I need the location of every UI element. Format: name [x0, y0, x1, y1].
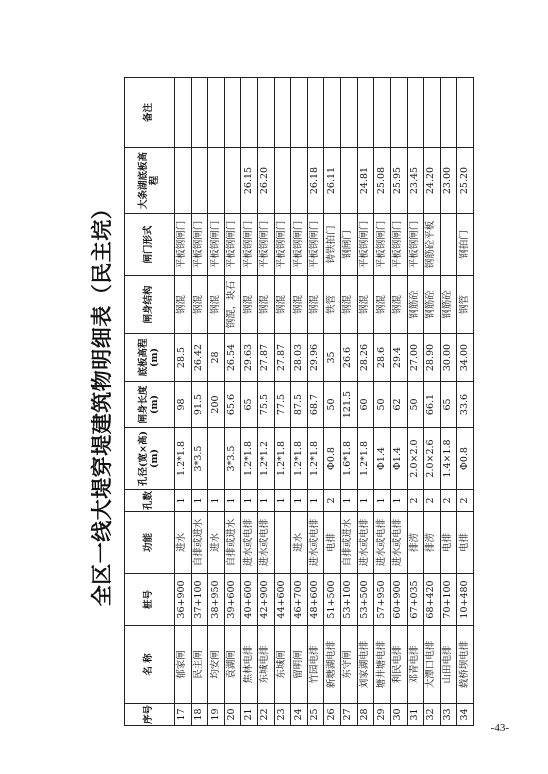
table-cell: 袁湖闸 [224, 626, 241, 704]
table-cell [357, 78, 374, 148]
header-row [125, 78, 175, 726]
table-cell: 邓青电排 [407, 626, 424, 704]
table-cell: 1 [357, 490, 374, 512]
table-cell [175, 78, 192, 148]
table-cell [241, 78, 258, 148]
table-cell: 2.0×2.6 [424, 428, 441, 490]
table-cell: 1 [390, 490, 407, 512]
table-row [258, 78, 275, 726]
table-cell: 进水 [291, 512, 308, 574]
table-cell: 1.6*1.8 [341, 428, 358, 490]
table-cell: 钢筋砼 [407, 276, 424, 334]
table-cell: 新塘湖电排 [324, 626, 341, 704]
table-cell: 平板钢闸门 [258, 214, 275, 276]
table-cell: 24 [291, 704, 308, 726]
table-cell: 28.6 [374, 334, 391, 382]
table-row [341, 78, 358, 726]
table-cell: 1 [241, 490, 258, 512]
table-cell: 平板钢闸门 [208, 214, 225, 276]
table-cell: 铸铁拍门 [324, 214, 341, 276]
table-cell: 钢混 [208, 276, 225, 334]
table-cell [208, 148, 225, 214]
table-cell [175, 148, 192, 214]
table-body [175, 78, 474, 726]
table-cell: Φ0.8 [324, 428, 341, 490]
column-header: 闸门形式 [125, 214, 175, 276]
column-header: 底板高程(m) [125, 334, 175, 382]
table-cell: 57+950 [374, 574, 391, 626]
table-cell: 62 [390, 382, 407, 428]
table-cell [224, 148, 241, 214]
table-cell: 利民电排 [390, 626, 407, 704]
table-cell: 2 [440, 490, 457, 512]
table-row [424, 78, 441, 726]
table-cell: 2 [407, 490, 424, 512]
table-cell: 66.1 [424, 382, 441, 428]
table-cell: 留明闸 [291, 626, 308, 704]
table-cell: 郁家闸 [175, 626, 192, 704]
table-cell: 121.5 [341, 382, 358, 428]
table-cell: 排涝 [424, 512, 441, 574]
table-cell: 1.2*1.8 [175, 428, 192, 490]
table-row [191, 78, 208, 726]
table-cell: 1.2*1.2 [258, 428, 275, 490]
table-cell: 30.00 [440, 334, 457, 382]
table-cell: 44+600 [274, 574, 291, 626]
table-cell: Φ0.8 [457, 428, 474, 490]
table-cell: 35 [324, 334, 341, 382]
table-cell: 塘井塘电排 [374, 626, 391, 704]
table-row [274, 78, 291, 726]
table-cell [424, 78, 441, 148]
table-cell: 平板钢闸门 [175, 214, 192, 276]
table-cell: 钢筋砼 [440, 276, 457, 334]
table-cell: 刘家湖电排 [357, 626, 374, 704]
table-cell [208, 78, 225, 148]
table-cell: 钢混 [191, 276, 208, 334]
column-header: 闸身结构 [125, 276, 175, 334]
table-cell [191, 148, 208, 214]
table-cell: 37+100 [191, 574, 208, 626]
column-header: 大条湖底板高程 [125, 148, 175, 214]
table-cell: 65 [241, 382, 258, 428]
table-cell [390, 78, 407, 148]
table-row [407, 78, 424, 726]
table-cell: 20 [224, 704, 241, 726]
table-row [307, 78, 324, 726]
table-header [125, 78, 175, 726]
table-cell: 钢管 [457, 276, 474, 334]
table-cell: 山田电排 [440, 626, 457, 704]
table-cell: 1.4×1.8 [440, 428, 457, 490]
table-cell: 平板钢闸门 [191, 214, 208, 276]
table-cell: 大潭口电排 [424, 626, 441, 704]
table-cell [407, 78, 424, 148]
table-cell: 29 [374, 704, 391, 726]
table-cell: 钢混 [175, 276, 192, 334]
table-cell: 进水 [208, 512, 225, 574]
table-cell: 钢拍门 [457, 214, 474, 276]
table-cell: 25.20 [457, 148, 474, 214]
table-cell: 26.11 [324, 148, 341, 214]
table-cell: 60 [357, 382, 374, 428]
table-cell: 50 [374, 382, 391, 428]
table-cell: 23.45 [407, 148, 424, 214]
page-title: 全区一线大堤穿堤建筑物明细表（民主垸） [89, 197, 114, 607]
table-cell: 23.00 [440, 148, 457, 214]
table-cell: 67+035 [407, 574, 424, 626]
table-cell: 26.54 [224, 334, 241, 382]
table-cell [341, 78, 358, 148]
table-cell: 51+500 [324, 574, 341, 626]
table-cell: 23 [274, 704, 291, 726]
table-cell: 钢混 [357, 276, 374, 334]
table-cell: 钢闸门 [341, 214, 358, 276]
table-cell: 50 [324, 382, 341, 428]
table-cell: 东守闸 [341, 626, 358, 704]
table-cell: 电排 [440, 512, 457, 574]
table-cell [224, 78, 241, 148]
table-cell: 48+600 [307, 574, 324, 626]
table-cell [374, 78, 391, 148]
table-cell: 91.5 [191, 382, 208, 428]
table-cell: 200 [208, 382, 225, 428]
table-cell [440, 214, 457, 276]
table-row [208, 78, 225, 726]
table-cell: 50 [407, 382, 424, 428]
table-cell: 1 [274, 490, 291, 512]
table-cell: 28.03 [291, 334, 308, 382]
table-cell: 3*3.5 [191, 428, 208, 490]
table-cell: 26.20 [258, 148, 275, 214]
table-cell: 27.00 [407, 334, 424, 382]
table-cell: 27 [341, 704, 358, 726]
table-cell: 平板钢闸门 [390, 214, 407, 276]
table-cell: 1 [374, 490, 391, 512]
table-cell: 平板钢闸门 [357, 214, 374, 276]
table-row [374, 78, 391, 726]
table-cell: 40+600 [241, 574, 258, 626]
table-cell: 38+950 [208, 574, 225, 626]
table-cell: 排涝 [407, 512, 424, 574]
table-cell: 进水或电排 [258, 512, 275, 574]
table-cell [307, 78, 324, 148]
table-cell: 24.20 [424, 148, 441, 214]
table-row [291, 78, 308, 726]
table-cell: 27.87 [258, 334, 275, 382]
table-row [440, 78, 457, 726]
table-cell: 28 [357, 704, 374, 726]
table-cell: 自排或进水 [224, 512, 241, 574]
table-cell: 1 [341, 490, 358, 512]
table-cell: 19 [208, 704, 225, 726]
table-cell: 26.15 [241, 148, 258, 214]
table-cell: 10+480 [457, 574, 474, 626]
table-cell: 竹园电排 [307, 626, 324, 704]
table-cell: 进水或电排 [307, 512, 324, 574]
table-cell: 1.2*1.8 [274, 428, 291, 490]
table-row [241, 78, 258, 726]
table-cell: 65 [440, 382, 457, 428]
table-cell: 钢筋砼平板 [424, 214, 441, 276]
page-number: -43- [490, 722, 509, 734]
table-cell: 33 [440, 704, 457, 726]
table-cell [291, 148, 308, 214]
table-cell: 25.95 [390, 148, 407, 214]
table-row [324, 78, 341, 726]
column-header: 孔数 [125, 490, 175, 512]
table-cell: 17 [175, 704, 192, 726]
table-cell: 1 [307, 490, 324, 512]
table-cell: 自排或进水 [341, 512, 358, 574]
table-cell [440, 78, 457, 148]
table-cell: 1.2*1.8 [241, 428, 258, 490]
table-cell: 2 [457, 490, 474, 512]
table-cell: 平板钢闸门 [274, 214, 291, 276]
table-cell: 进水 [175, 512, 192, 574]
table-cell: 34.00 [457, 334, 474, 382]
table-cell: 70+100 [440, 574, 457, 626]
table-cell: 载桥坝电排 [457, 626, 474, 704]
table-cell: 铁管 [324, 276, 341, 334]
table-cell: 3*3.5 [224, 428, 241, 490]
table-cell [341, 148, 358, 214]
table-cell: 1.2*1.8 [307, 428, 324, 490]
column-header: 闸身长度(m) [125, 382, 175, 428]
table-cell: 平板钢闸门 [407, 214, 424, 276]
table-cell: 进水或电排 [390, 512, 407, 574]
table-cell [291, 78, 308, 148]
table-cell: Φ1.4 [374, 428, 391, 490]
table-cell: 32 [424, 704, 441, 726]
table-cell: 27.87 [274, 334, 291, 382]
table-cell: 平板钢闸门 [291, 214, 308, 276]
table-cell: 民主闸 [191, 626, 208, 704]
table-cell: 钢混 [274, 276, 291, 334]
table-cell: 钢混 [258, 276, 275, 334]
table-cell: 87.5 [291, 382, 308, 428]
table-cell: 1 [291, 490, 308, 512]
table-cell: 平板钢闸门 [241, 214, 258, 276]
table-cell: 1 [191, 490, 208, 512]
table-cell: 25.08 [374, 148, 391, 214]
table-cell: 22 [258, 704, 275, 726]
table-cell: 65.6 [224, 382, 241, 428]
table-cell: 电排 [324, 512, 341, 574]
table-cell: 53+100 [341, 574, 358, 626]
table-cell: 68.7 [307, 382, 324, 428]
table-cell: 1.2*1.8 [357, 428, 374, 490]
table-cell: 电排 [457, 512, 474, 574]
table-cell: 68+420 [424, 574, 441, 626]
table-cell: 进水或电排 [374, 512, 391, 574]
table-cell: 29.4 [390, 334, 407, 382]
table-cell: 2.0×2.0 [407, 428, 424, 490]
table-cell: 均安闸 [208, 626, 225, 704]
table-cell [274, 78, 291, 148]
table-cell: 钢混，块石 [224, 276, 241, 334]
table-cell: 46+700 [291, 574, 308, 626]
column-header: 名 称 [125, 626, 175, 704]
table-cell: 60+900 [390, 574, 407, 626]
table-row [357, 78, 374, 726]
table-cell: 1 [208, 490, 225, 512]
column-header: 序号 [125, 704, 175, 726]
table-cell [274, 512, 291, 574]
table-cell: 进水或电排 [241, 512, 258, 574]
table-cell: 钢混 [390, 276, 407, 334]
table-cell: 自排或进水 [191, 512, 208, 574]
table-cell: 77.5 [274, 382, 291, 428]
table-cell: 东城电排 [258, 626, 275, 704]
column-header: 功能 [125, 512, 175, 574]
table-row [224, 78, 241, 726]
table-cell: 2 [424, 490, 441, 512]
table-cell [274, 148, 291, 214]
table-cell: 39+600 [224, 574, 241, 626]
table-cell: 1 [224, 490, 241, 512]
table-cell: Φ1.4 [390, 428, 407, 490]
table-row [457, 78, 474, 726]
table-cell: 21 [241, 704, 258, 726]
table-cell: 26.18 [307, 148, 324, 214]
structures-table [124, 77, 474, 726]
table-cell: 进水或电排 [357, 512, 374, 574]
table-cell: 钢混 [307, 276, 324, 334]
table-cell: 18 [191, 704, 208, 726]
table-cell: 钢混 [374, 276, 391, 334]
table-cell [324, 78, 341, 148]
table-cell: 34 [457, 704, 474, 726]
table-row [175, 78, 192, 726]
table-cell: 1 [175, 490, 192, 512]
table-cell: 钢筋砼 [424, 276, 441, 334]
table-cell: 36+900 [175, 574, 192, 626]
table-cell: 75.5 [258, 382, 275, 428]
table-cell: 26.6 [341, 334, 358, 382]
table-cell: 42+900 [258, 574, 275, 626]
table-cell [208, 428, 225, 490]
table-cell [191, 78, 208, 148]
table-cell: 29.63 [241, 334, 258, 382]
rotated-landscape-content [84, 78, 474, 726]
table-cell: 29.96 [307, 334, 324, 382]
table-cell: 28.26 [357, 334, 374, 382]
column-header: 桩号 [125, 574, 175, 626]
table-cell: 平板钢闸门 [224, 214, 241, 276]
column-header: 孔径(宽×高)(m) [125, 428, 175, 490]
table-cell: 28.5 [175, 334, 192, 382]
table-cell: 53+500 [357, 574, 374, 626]
column-header: 备注 [125, 78, 175, 148]
table-cell: 1.2*1.8 [291, 428, 308, 490]
table-cell: 平板钢闸门 [374, 214, 391, 276]
table-cell: 2 [324, 490, 341, 512]
table-cell: 钢混 [241, 276, 258, 334]
table-cell: 东城闸 [274, 626, 291, 704]
table-cell: 33.6 [457, 382, 474, 428]
table-cell [258, 78, 275, 148]
table-cell: 钢混 [291, 276, 308, 334]
table-cell: 26.42 [191, 334, 208, 382]
table-cell: 30 [390, 704, 407, 726]
table-cell: 1 [258, 490, 275, 512]
table-cell: 28 [208, 334, 225, 382]
table-cell: 98 [175, 382, 192, 428]
table-cell: 26 [324, 704, 341, 726]
table-cell [457, 78, 474, 148]
table-cell: 平板钢闸门 [307, 214, 324, 276]
table-cell: 25 [307, 704, 324, 726]
table-cell: 24.81 [357, 148, 374, 214]
table-row [390, 78, 407, 726]
table-cell: 28.90 [424, 334, 441, 382]
table-cell: 焦林电排 [241, 626, 258, 704]
table-cell: 31 [407, 704, 424, 726]
table-cell: 钢混 [341, 276, 358, 334]
